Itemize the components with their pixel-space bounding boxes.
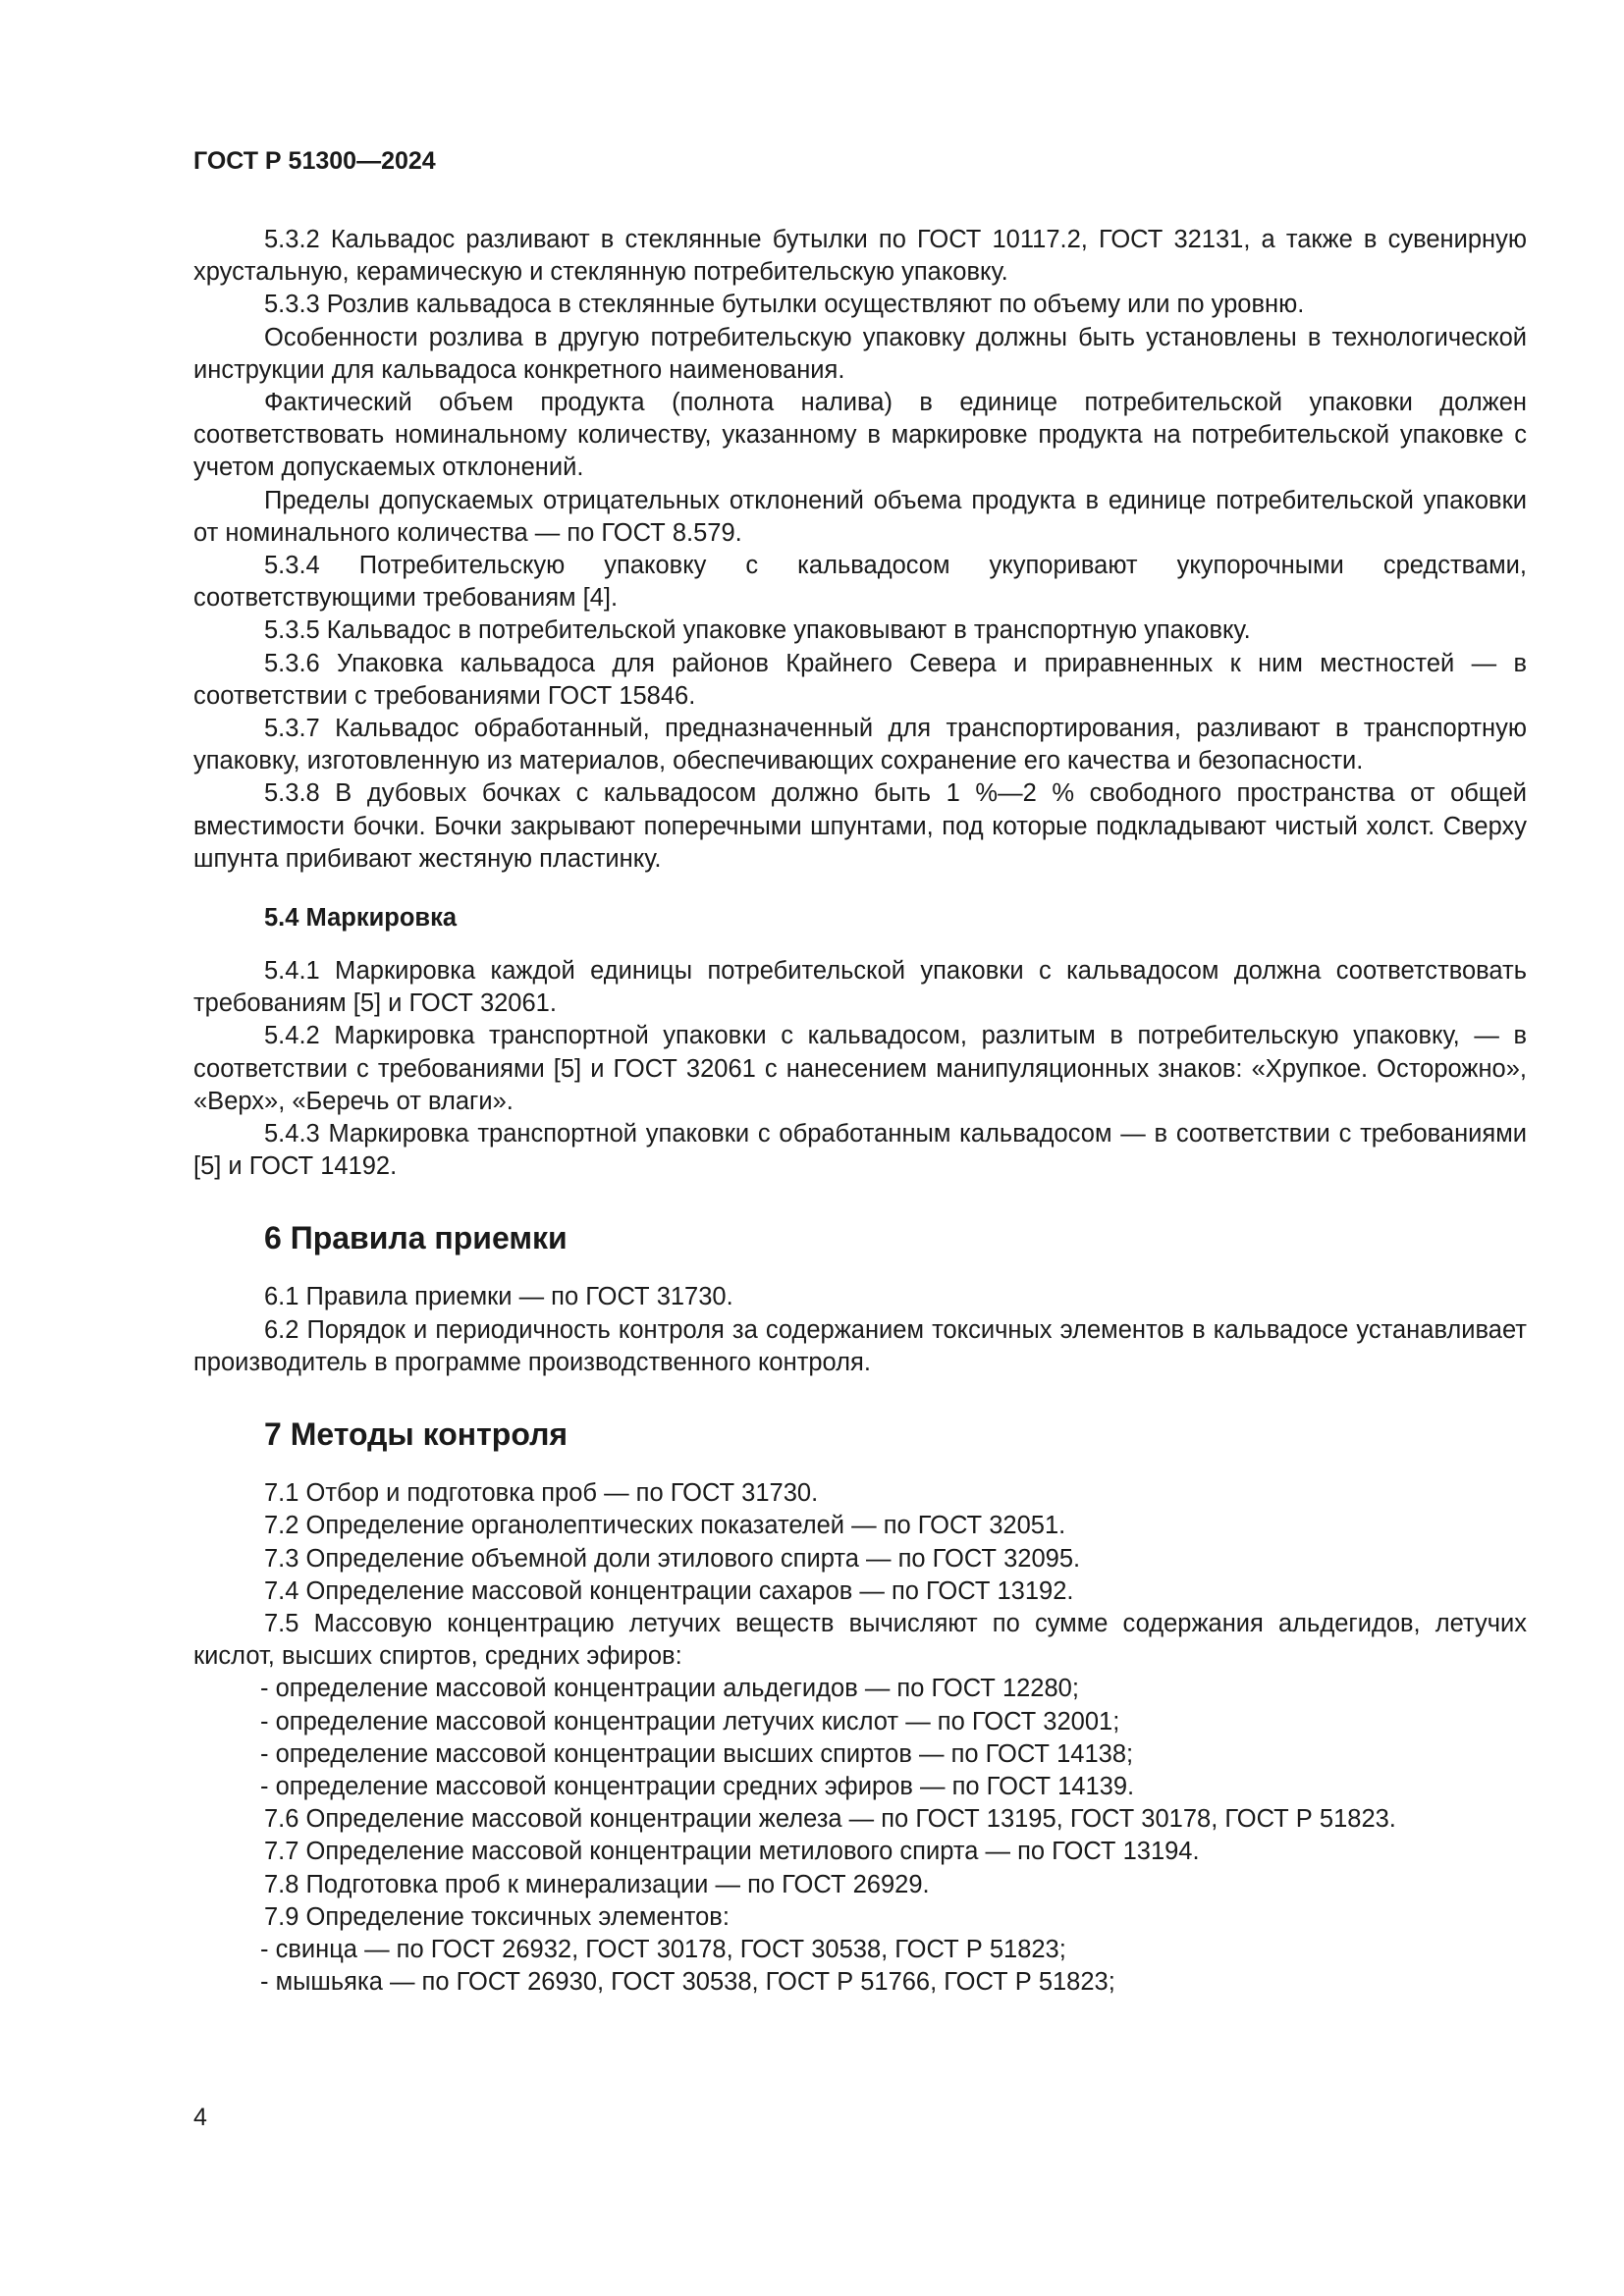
paragraph: 6.1 Правила приемки — по ГОСТ 31730. xyxy=(264,1283,733,1311)
list-item: - определение массовой концентрации альдегидов — по ГОСТ 12280; xyxy=(260,1675,1079,1703)
paragraph: Фактический объем продукта (полнота налива) в единице потребительской упаковки должен соответствовать номинальному количеству, указанному в маркировке продукта на потребительской упаковке с учетом допускаемых отклонений. xyxy=(193,389,1527,482)
paragraph: 5.3.6 Упаковка кальвадоса для районов Крайнего Севера и приравненных к ним местностей — в соответствии с требованиями ГОСТ 15846. xyxy=(193,649,1527,710)
paragraph: 5.3.3 Розлив кальвадоса в стеклянные бутылки осуществляют по объему или по уровню. xyxy=(264,291,1305,319)
paragraph: 7.9 Определение токсичных элементов: xyxy=(264,1902,730,1931)
document-body xyxy=(193,224,1527,1999)
paragraph: 5.4.2 Маркировка транспортной упаковки с кальвадосом, разлитым в потребительскую упаковку, — в соответствии с требованиями [5] и ГОСТ 32061 с нанесением манипуляционных знаков: «Хрупкое. Осторожно», «Верх», «Беречь от влаги». xyxy=(193,1022,1527,1115)
paragraph: 5.3.4 Потребительскую упаковку с кальвадосом укупоривают укупорочными средствами, соответствующими требованиям [4]. xyxy=(193,552,1527,613)
paragraph: 7.3 Определение объемной доли этилового спирта — по ГОСТ 32095. xyxy=(264,1544,1081,1573)
list-item: - мышьяка — по ГОСТ 26930, ГОСТ 30538, ГОСТ Р 51766, ГОСТ Р 51823; xyxy=(260,1968,1115,1997)
paragraph: 5.3.5 Кальвадос в потребительской упаковке упаковывают в транспортную упаковку. xyxy=(264,616,1251,645)
list-item: - определение массовой концентрации средних эфиров — по ГОСТ 14139. xyxy=(260,1772,1135,1800)
paragraph: 5.3.2 Кальвадос разливают в стеклянные бутылки по ГОСТ 10117.2, ГОСТ 32131, а также в сувенирную хрустальную, керамическую и стеклянную потребительскую упаковку. xyxy=(193,226,1527,287)
paragraph: 5.4.1 Маркировка каждой единицы потребительской упаковки с кальвадосом должна соответствовать требованиям [5] и ГОСТ 32061. xyxy=(193,957,1527,1018)
paragraph: 7.2 Определение органолептических показателей — по ГОСТ 32051. xyxy=(264,1512,1066,1540)
paragraph: 7.7 Определение массовой концентрации метилового спирта — по ГОСТ 13194. xyxy=(264,1838,1200,1866)
paragraph: 5.3.8 В дубовых бочках с кальвадосом должно быть 1 %—2 % свободного пространства от общей вместимости бочки. Бочки закрывают поперечными шпунтами, под которые подкладывают чистый холст. Сверху шпунта прибивают жестяную пластинку. xyxy=(193,779,1527,873)
paragraph: 7.8 Подготовка проб к минерализации — по ГОСТ 26929. xyxy=(264,1870,930,1898)
subsection-heading: 5.4 Маркировка xyxy=(264,904,458,933)
section-heading: 6 Правила приемки xyxy=(264,1220,568,1256)
list-item: - определение массовой концентрации летучих кислот — по ГОСТ 32001; xyxy=(260,1707,1120,1735)
list-item: - свинца — по ГОСТ 26932, ГОСТ 30178, ГОСТ 30538, ГОСТ Р 51823; xyxy=(260,1935,1066,1963)
paragraph: Особенности розлива в другую потребительскую упаковку должны быть установлены в технологической инструкции для кальвадоса конкретного наименования. xyxy=(193,323,1527,384)
list-item: - определение массовой концентрации высших спиртов — по ГОСТ 14138; xyxy=(260,1739,1134,1768)
paragraph: 7.6 Определение массовой концентрации железа — по ГОСТ 13195, ГОСТ 30178, ГОСТ Р 51823. xyxy=(264,1805,1396,1834)
paragraph: 5.3.7 Кальвадос обработанный, предназначенный для транспортирования, разливают в транспортную упаковку, изготовленную из материалов, обеспечивающих сохранение его качества и безопасности. xyxy=(193,715,1527,775)
paragraph: 7.1 Отбор и подготовка проб — по ГОСТ 31730. xyxy=(264,1479,819,1508)
paragraph: 6.2 Порядок и периодичность контроля за содержанием токсичных элементов в кальвадосе устанавливает производитель в программе производственного контроля. xyxy=(193,1315,1527,1376)
paragraph: 7.4 Определение массовой концентрации сахаров — по ГОСТ 13192. xyxy=(264,1576,1074,1605)
section-heading: 7 Методы контроля xyxy=(264,1416,568,1453)
paragraph: Пределы допускаемых отрицательных отклонений объема продукта в единице потребительской упаковки от номинального количества — по ГОСТ 8.579. xyxy=(193,486,1527,547)
paragraph: 7.5 Массовую концентрацию летучих веществ вычисляют по сумме содержания альдегидов, летучих кислот, высших спиртов, средних эфиров: xyxy=(193,1609,1527,1671)
page-number: 4 xyxy=(193,2104,207,2131)
document-header: ГОСТ Р 51300—2024 xyxy=(193,147,436,175)
paragraph: 5.4.3 Маркировка транспортной упаковки с обработанным кальвадосом — в соответствии с требованиями [5] и ГОСТ 14192. xyxy=(193,1120,1527,1181)
